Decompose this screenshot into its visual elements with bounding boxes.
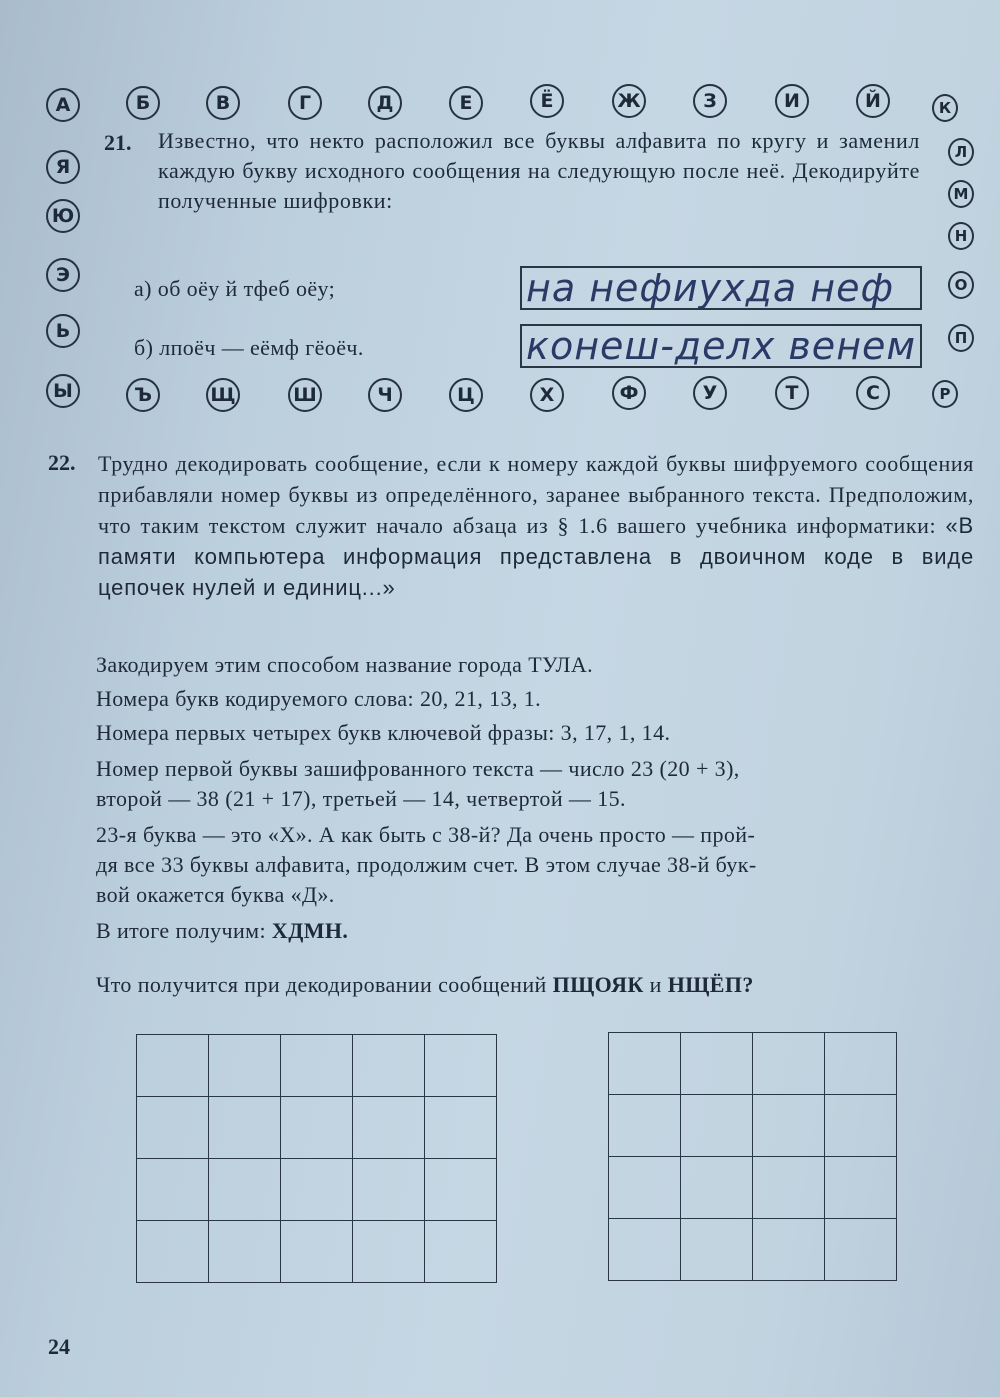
grid-cell[interactable] — [609, 1033, 681, 1095]
question-and: и — [649, 972, 662, 997]
letter-circle: П — [948, 324, 974, 352]
task-22-p6 — [96, 918, 348, 944]
letter-circle: И — [775, 84, 809, 118]
task-22-intro-text: Трудно декодировать сообщение, если к номеру каждой буквы шифруемого сообщения прибавляли номер буквы из определённого, заранее выбранного текста. Предположим, что таким текстом служит начало абзаца из § 1.6 вашего учебника информатики: — [98, 451, 974, 538]
grid-cell[interactable] — [681, 1219, 753, 1281]
grid-cell[interactable] — [281, 1221, 353, 1283]
letter-circle: С — [856, 376, 890, 410]
task-21b-label: б) лпоёч — еёмф гёоёч. — [134, 335, 364, 360]
task-22-p2: Номера букв кодируемого слова: 20, 21, 13, 1. — [96, 686, 542, 711]
letter-circle: Ю — [46, 199, 80, 233]
letter-circle: Г — [288, 86, 322, 120]
task-22-p4a: Номер первой буквы зашифрованного текста — число 23 (20 + 3), — [96, 756, 740, 781]
grid-cell[interactable] — [609, 1095, 681, 1157]
grid-cell[interactable] — [209, 1221, 281, 1283]
letter-circle: М — [948, 180, 974, 208]
task-22-p1: Закодируем этим способом название города ТУЛА. — [96, 652, 594, 677]
grid-cell[interactable] — [825, 1157, 897, 1219]
letter-circle: Ч — [368, 378, 402, 412]
grid-cell[interactable] — [425, 1221, 497, 1283]
grid-cell[interactable] — [425, 1035, 497, 1097]
task-22-p3: Номера первых четырех букв ключевой фразы: 3, 17, 1, 14. — [96, 720, 671, 745]
grid-cell[interactable] — [281, 1159, 353, 1221]
grid-cell[interactable] — [825, 1219, 897, 1281]
letter-circle: Т — [775, 376, 809, 410]
question-word-2: НЩЁП? — [667, 972, 754, 997]
letter-circle: Л — [948, 138, 974, 166]
grid-cell[interactable] — [353, 1221, 425, 1283]
grid-cell[interactable] — [825, 1033, 897, 1095]
letter-circle: У — [693, 376, 727, 410]
task-21a-label: а) об оёу й тфеб оёу; — [134, 276, 336, 301]
letter-circle: Ё — [530, 84, 564, 118]
task-22-result: ХДМН. — [271, 918, 349, 943]
letter-circle: А — [46, 88, 80, 122]
letter-circle: Ф — [612, 376, 646, 410]
grid-cell[interactable] — [681, 1095, 753, 1157]
grid-cell[interactable] — [137, 1159, 209, 1221]
answer-grid-2 — [608, 1032, 897, 1281]
task-22-p5b: дя все 33 буквы алфавита, продолжим счет. В этом случае 38-й бук- — [96, 852, 757, 877]
page-number: 24 — [48, 1334, 70, 1359]
grid-cell[interactable] — [681, 1033, 753, 1095]
letter-circle: Н — [948, 222, 974, 250]
task-21-number: 21. — [104, 130, 132, 155]
grid-cell[interactable] — [137, 1097, 209, 1159]
task-22-number: 22. — [48, 450, 76, 475]
task-22-p6-prefix: В итоге получим: — [96, 918, 267, 943]
letter-circle: Щ — [206, 378, 240, 412]
grid-cell[interactable] — [353, 1097, 425, 1159]
grid-cell[interactable] — [353, 1035, 425, 1097]
question-text: Что получится при декодировании сообщений — [96, 972, 547, 997]
grid-cell[interactable] — [209, 1097, 281, 1159]
letter-circle: Ж — [612, 84, 646, 118]
letter-circle: Ы — [46, 374, 80, 408]
question-word-1: ПЩОЯК — [552, 972, 644, 997]
letter-circle: Д — [368, 86, 402, 120]
grid-cell[interactable] — [353, 1159, 425, 1221]
grid-cell[interactable] — [425, 1097, 497, 1159]
grid-cell[interactable] — [137, 1035, 209, 1097]
letter-circle: Р — [932, 380, 958, 408]
task-22-intro — [98, 448, 974, 603]
letter-circle: О — [948, 271, 974, 299]
task-22-p5a: 23-я буква — это «Х». А как быть с 38-й? Да очень просто — прой- — [96, 822, 756, 847]
grid-cell[interactable] — [609, 1157, 681, 1219]
letter-circle: Й — [856, 84, 890, 118]
grid-cell[interactable] — [753, 1219, 825, 1281]
letter-circle: Б — [126, 86, 160, 120]
letter-circle: Е — [449, 86, 483, 120]
task-21b-answer[interactable]: конеш-делх венем — [520, 324, 922, 368]
letter-circle: Ш — [288, 378, 322, 412]
task-22-question — [96, 972, 754, 998]
letter-circle: К — [932, 94, 958, 122]
grid-cell[interactable] — [281, 1097, 353, 1159]
grid-cell[interactable] — [209, 1159, 281, 1221]
letter-circle: Ц — [449, 378, 483, 412]
task-21-text: Известно, что некто расположил все буквы алфавита по кругу и заменил каждую букву исходного сообщения на следующую после неё. Декодируйте полученные шифровки: — [158, 128, 920, 213]
letter-circle: Ъ — [126, 378, 160, 412]
grid-cell[interactable] — [825, 1095, 897, 1157]
letter-circle: В — [206, 86, 240, 120]
grid-cell[interactable] — [281, 1035, 353, 1097]
grid-cell[interactable] — [681, 1157, 753, 1219]
task-22-p5c: вой окажется буква «Д». — [96, 882, 335, 907]
grid-cell[interactable] — [753, 1033, 825, 1095]
answer-grid-1 — [136, 1034, 497, 1283]
letter-circle: З — [693, 84, 727, 118]
task-22-p4b: второй — 38 (21 + 17), третьей — 14, четвертой — 15. — [96, 786, 626, 811]
grid-cell[interactable] — [753, 1157, 825, 1219]
grid-cell[interactable] — [753, 1095, 825, 1157]
grid-cell[interactable] — [209, 1035, 281, 1097]
letter-circle: Э — [46, 258, 80, 292]
task-21a-answer[interactable]: на нефиухда неф — [520, 266, 922, 310]
letter-circle: Ь — [46, 314, 80, 348]
letter-circle: Х — [530, 378, 564, 412]
task-22-quote: «В памяти компьютера информация представлена в двоичном коде в виде цепочек нулей и единиц...» — [98, 513, 975, 600]
grid-cell[interactable] — [425, 1159, 497, 1221]
letter-circle: Я — [46, 150, 80, 184]
grid-cell[interactable] — [137, 1221, 209, 1283]
grid-cell[interactable] — [609, 1219, 681, 1281]
